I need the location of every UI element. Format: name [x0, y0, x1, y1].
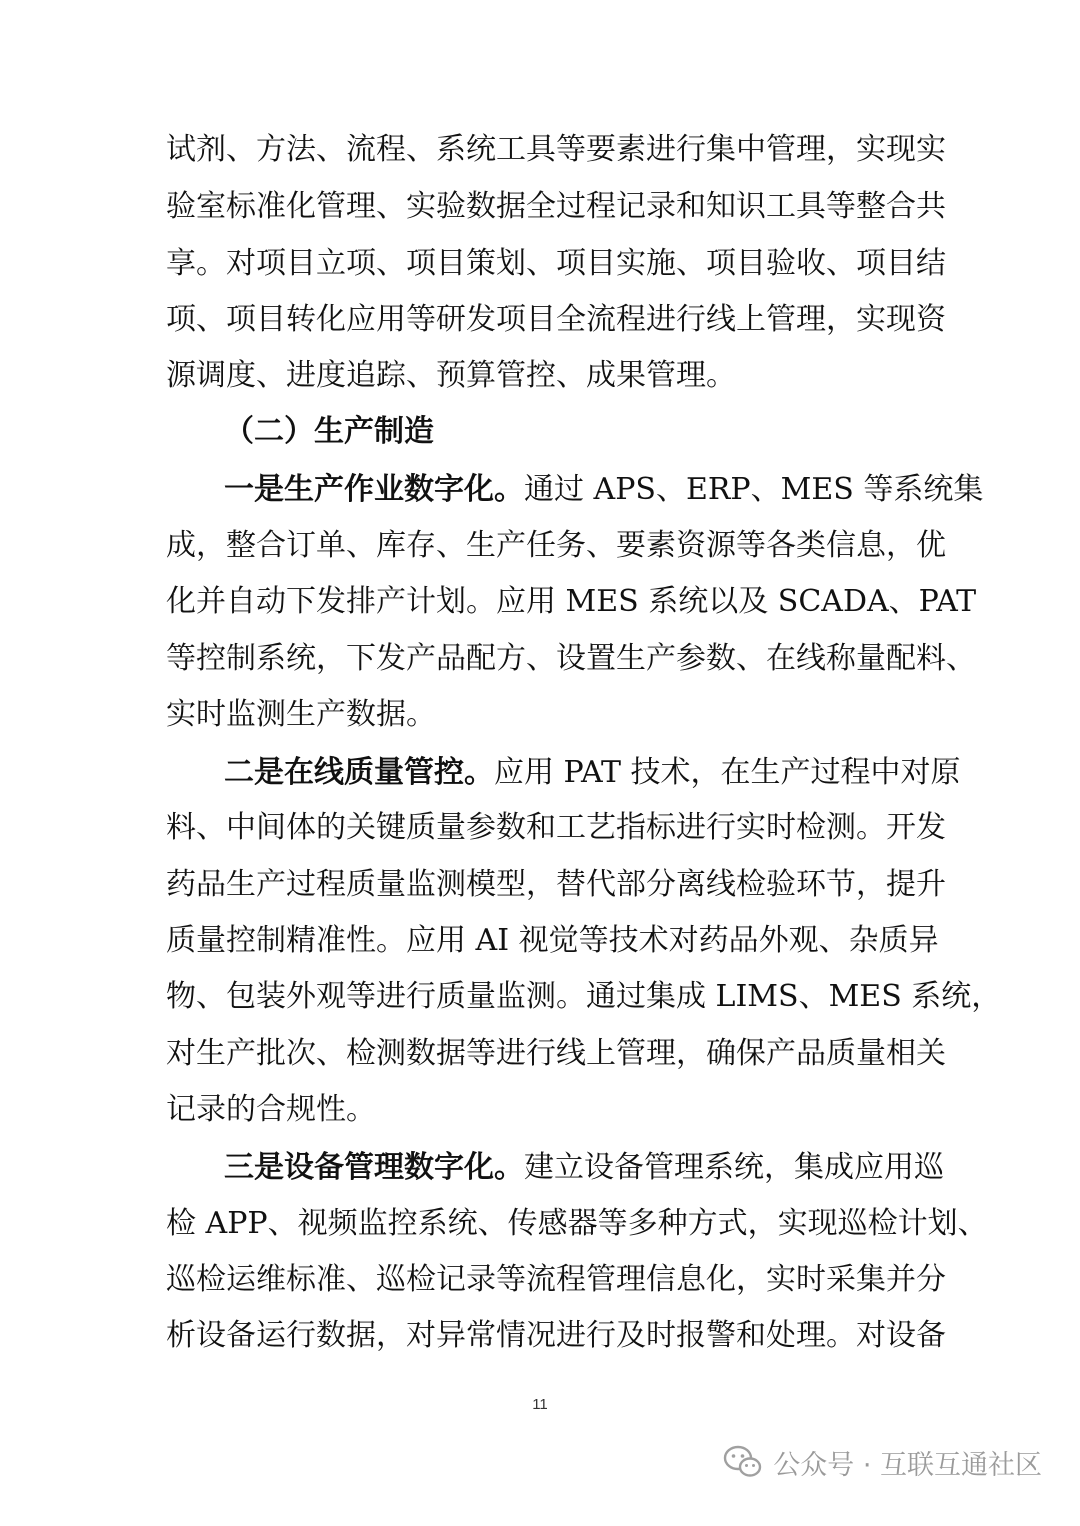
paragraph-line: 等控制系统，下发产品配方、设置生产参数、在线称量配料、: [166, 641, 976, 676]
paragraph-line: 记录的合规性。: [166, 1092, 376, 1127]
paragraph-first-line: [224, 755, 961, 791]
paragraph-line: 验室标准化管理、实验数据全过程记录和知识工具等整合共: [166, 189, 946, 224]
paragraph-line: 物、包装外观等进行质量监测。通过集成 LIMS、MES 系统，: [166, 979, 1002, 1014]
paragraph-lead: 三是设备管理数字化。: [224, 1150, 524, 1185]
paragraph-line: 检 APP、视频监控系统、传感器等多种方式，实现巡检计划、: [166, 1206, 988, 1241]
wechat-icon: [723, 1444, 763, 1480]
paragraph-first-line: [224, 1150, 944, 1186]
paragraph-lead: 二是在线质量管控。: [224, 755, 494, 790]
watermark: [723, 1440, 1042, 1484]
paragraph-line: 化并自动下发排产计划。应用 MES 系统以及 SCADA、PAT: [166, 584, 977, 619]
paragraph-text: 应用 PAT 技术，在生产过程中对原: [494, 755, 961, 790]
paragraph-line: 析设备运行数据，对异常情况进行及时报警和处理。对设备: [166, 1318, 946, 1353]
paragraph-line: 实时监测生产数据。: [166, 697, 436, 732]
paragraph-line: 享。对项目立项、项目策划、项目实施、项目验收、项目结: [166, 246, 946, 281]
page-number: 11: [532, 1396, 548, 1413]
paragraph-line: 成，整合订单、库存、生产任务、要素资源等各类信息，优: [166, 528, 946, 563]
paragraph-line: 对生产批次、检测数据等进行线上管理，确保产品质量相关: [166, 1036, 946, 1071]
paragraph-first-line: [224, 472, 984, 508]
paragraph-lead: 一是生产作业数字化。: [224, 472, 524, 507]
paragraph-line: 项、项目转化应用等研发项目全流程进行线上管理，实现资: [166, 302, 946, 337]
section-heading: （二）生产制造: [224, 414, 434, 449]
paragraph-line: 试剂、方法、流程、系统工具等要素进行集中管理，实现实: [166, 132, 946, 167]
paragraph-line: 料、中间体的关键质量参数和工艺指标进行实时检测。开发: [166, 810, 946, 845]
watermark-text: 公众号 · 互联互通社区: [773, 1449, 1042, 1481]
paragraph-line: 源调度、进度追踪、预算管控、成果管理。: [166, 358, 736, 393]
paragraph-line: 药品生产过程质量监测模型，替代部分离线检验环节，提升: [166, 867, 946, 902]
paragraph-line: 质量控制精准性。应用 AI 视觉等技术对药品外观、杂质异: [166, 923, 939, 958]
paragraph-text: 通过 APS、ERP、MES 等系统集: [524, 472, 984, 507]
paragraph-line: 巡检运维标准、巡检记录等流程管理信息化，实时采集并分: [166, 1262, 946, 1297]
paragraph-text: 建立设备管理系统，集成应用巡: [524, 1150, 944, 1185]
